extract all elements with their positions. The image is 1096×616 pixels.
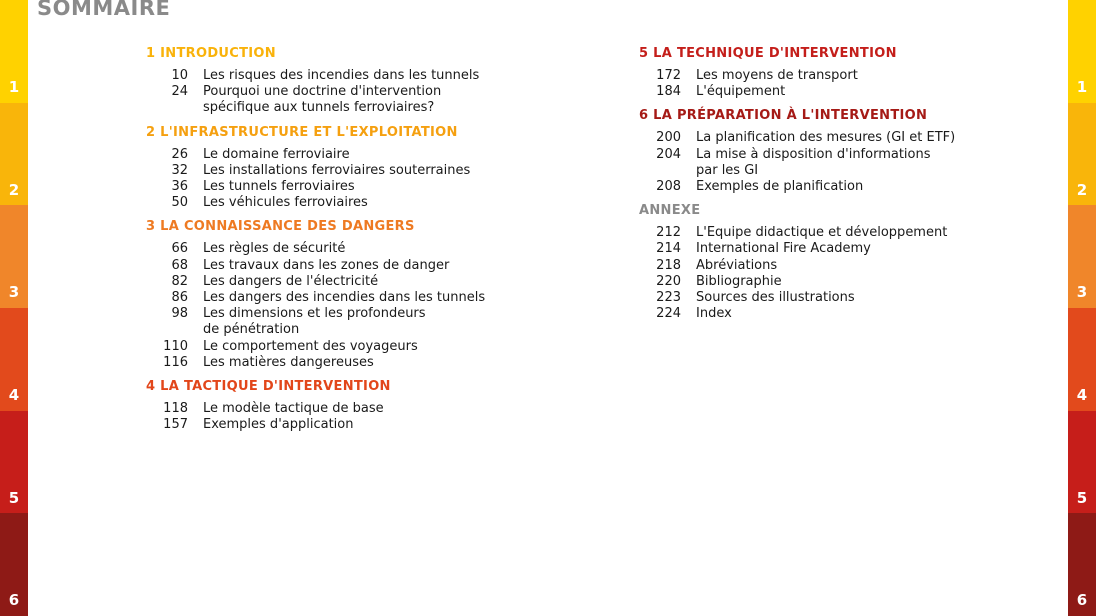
- chapter-tabs-right: [1068, 0, 1096, 616]
- toc-section-6: [639, 108, 1019, 195]
- toc-entry-text: La planification des mesures (GI et ETF): [696, 130, 956, 146]
- toc-entry[interactable]: [639, 84, 1019, 100]
- toc-entry-page: 116: [163, 354, 188, 370]
- toc-column-right: [639, 46, 1019, 330]
- toc-entry[interactable]: [146, 339, 526, 355]
- toc-entry[interactable]: [146, 401, 526, 417]
- toc-entry-page: 98: [171, 306, 188, 322]
- toc-entry-text: Abréviations: [696, 257, 778, 273]
- toc-entry-page: 86: [171, 290, 188, 306]
- chapter-tab-label: 4: [1076, 385, 1088, 404]
- toc-entry[interactable]: [146, 68, 526, 84]
- toc-entry-page: 184: [656, 84, 681, 100]
- toc-entry-page: 204: [656, 146, 681, 162]
- toc-section-3: [146, 219, 526, 371]
- toc-section-5: [639, 46, 1019, 100]
- toc-entry-text: Les dangers de l'électricité: [203, 273, 379, 289]
- toc-entry-text: Exemples de planification: [696, 179, 864, 195]
- section-heading[interactable]: 1 INTRODUCTION: [146, 46, 276, 61]
- toc-entry[interactable]: [639, 306, 1019, 322]
- toc-entry[interactable]: [639, 274, 1019, 290]
- toc-entry[interactable]: [639, 68, 1019, 84]
- toc-entry-page: 36: [171, 179, 188, 195]
- page-title: SOMMAIRE: [37, 0, 171, 20]
- toc-entry-text: La mise à disposition d'informations par les GI: [696, 146, 931, 178]
- toc-entry-page: 50: [171, 195, 188, 211]
- chapter-tab-label: 3: [1076, 283, 1088, 302]
- toc-entry[interactable]: [146, 195, 526, 211]
- toc-entry-page: 157: [163, 417, 188, 433]
- toc-entry-text: Les règles de sécurité: [203, 241, 346, 257]
- toc-entry-text: Les travaux dans les zones de danger: [203, 257, 450, 273]
- chapter-tab-label: 6: [8, 591, 20, 610]
- chapter-tab-label: 1: [8, 78, 20, 96]
- toc-entry-text: Les matières dangereuses: [203, 354, 374, 370]
- toc-entry[interactable]: [146, 163, 526, 179]
- toc-section-2: [146, 125, 526, 212]
- chapter-tab-2[interactable]: [1068, 103, 1096, 206]
- toc-entry-text: Pourquoi une doctrine d'intervention spécifique aux tunnels ferroviaires?: [203, 84, 442, 116]
- toc-section-1: [146, 46, 526, 117]
- toc-entry[interactable]: [146, 290, 526, 306]
- toc-entry-text: Les dimensions et les profondeurs de pénétration: [203, 306, 426, 338]
- chapter-tab-label: 5: [8, 488, 20, 507]
- chapter-tab-label: 4: [8, 385, 20, 404]
- chapter-tab-6[interactable]: [1068, 513, 1096, 616]
- toc-entry[interactable]: [639, 130, 1019, 146]
- toc-entry-page: 200: [656, 130, 681, 146]
- toc-entry[interactable]: [146, 84, 526, 116]
- toc-entry[interactable]: [639, 225, 1019, 241]
- toc-entry-page: 218: [656, 257, 681, 273]
- toc-entry-page: 68: [171, 257, 188, 273]
- chapter-tab-label: 2: [8, 180, 20, 199]
- toc-entry-text: Les installations ferroviaires souterraines: [203, 162, 471, 178]
- toc-entry[interactable]: [146, 355, 526, 371]
- toc-entry-text: L'équipement: [696, 84, 786, 100]
- toc-entry-page: 118: [163, 401, 188, 417]
- chapter-tab-label: 3: [8, 283, 20, 302]
- chapter-tabs-left: [0, 0, 28, 616]
- section-heading[interactable]: 3 LA CONNAISSANCE DES DANGERS: [146, 219, 415, 235]
- toc-entry-page: 220: [656, 273, 681, 289]
- toc-entry-page: 212: [656, 225, 681, 241]
- toc-entry-text: Les moyens de transport: [696, 68, 858, 83]
- section-heading[interactable]: 2 L'INFRASTRUCTURE ET L'EXPLOITATION: [146, 124, 458, 140]
- toc-entry-text: Les véhicules ferroviaires: [203, 195, 368, 211]
- toc-entry-text: Le modèle tactique de base: [203, 401, 384, 417]
- toc-entry-page: 208: [656, 179, 681, 195]
- toc-entry[interactable]: [146, 417, 526, 433]
- toc-entry-text: Les risques des incendies dans les tunnels: [203, 68, 480, 83]
- chapter-tab-1[interactable]: [1068, 0, 1096, 103]
- chapter-tab-3[interactable]: [1068, 205, 1096, 308]
- section-heading[interactable]: 4 LA TACTIQUE D'INTERVENTION: [146, 379, 391, 395]
- chapter-tab-label: 6: [1076, 591, 1088, 610]
- toc-entry-text: Les dangers des incendies dans les tunnels: [203, 290, 486, 306]
- toc-entry-page: 26: [171, 146, 188, 162]
- section-heading[interactable]: ANNEXE: [639, 203, 701, 219]
- toc-entry-text: Sources des illustrations: [696, 290, 855, 306]
- chapter-tab-label: 5: [1076, 488, 1088, 507]
- toc-column-left: [146, 46, 526, 441]
- toc-entry[interactable]: [639, 147, 1019, 179]
- toc-entry-page: 10: [171, 68, 188, 83]
- toc-entry-page: 32: [171, 162, 188, 178]
- toc-entry-page: 24: [171, 84, 188, 100]
- toc-section-4: [146, 379, 526, 433]
- chapter-tab-4[interactable]: [1068, 308, 1096, 411]
- toc-entry[interactable]: [146, 147, 526, 163]
- toc-entry-text: Les tunnels ferroviaires: [203, 179, 355, 195]
- chapter-tab-5[interactable]: [1068, 411, 1096, 514]
- section-heading[interactable]: 6 LA PRÉPARATION À L'INTERVENTION: [639, 108, 928, 124]
- toc-entry[interactable]: [146, 274, 526, 290]
- toc-entry-text: L'Equipe didactique et développement: [696, 225, 948, 241]
- chapter-tab-4[interactable]: [0, 308, 28, 411]
- toc-entry[interactable]: [146, 306, 526, 338]
- chapter-tab-3[interactable]: [0, 205, 28, 308]
- toc-entry-text: Bibliographie: [696, 273, 782, 289]
- toc-entry-page: 82: [171, 273, 188, 289]
- toc-entry-page: 223: [656, 290, 681, 306]
- toc-entry-page: 224: [656, 306, 681, 322]
- toc-entry-page: 66: [171, 241, 188, 257]
- chapter-tab-1[interactable]: [0, 0, 28, 103]
- toc-entry-text: International Fire Academy: [696, 241, 871, 257]
- chapter-tab-label: 1: [1076, 78, 1088, 96]
- chapter-tab-5[interactable]: [0, 411, 28, 514]
- section-heading[interactable]: 5 LA TECHNIQUE D'INTERVENTION: [639, 46, 897, 61]
- chapter-tab-2[interactable]: [0, 103, 28, 206]
- toc-entry[interactable]: [639, 179, 1019, 195]
- toc-entry[interactable]: [639, 290, 1019, 306]
- toc-entry[interactable]: [146, 179, 526, 195]
- toc-entry[interactable]: [146, 258, 526, 274]
- toc-section-annexe: [639, 203, 1019, 322]
- toc-entry[interactable]: [146, 241, 526, 257]
- toc-entry-text: Index: [696, 306, 732, 322]
- toc-entry-text: Le comportement des voyageurs: [203, 338, 418, 354]
- chapter-tab-6[interactable]: [0, 513, 28, 616]
- toc-entry-text: Le domaine ferroviaire: [203, 146, 350, 162]
- toc-entry-page: 214: [656, 241, 681, 257]
- toc-entry[interactable]: [639, 258, 1019, 274]
- toc-entry-page: 110: [163, 338, 188, 354]
- chapter-tab-label: 2: [1076, 180, 1088, 199]
- toc-entry[interactable]: [639, 241, 1019, 257]
- toc-entry-page: 172: [656, 68, 681, 83]
- toc-entry-text: Exemples d'application: [203, 417, 354, 433]
